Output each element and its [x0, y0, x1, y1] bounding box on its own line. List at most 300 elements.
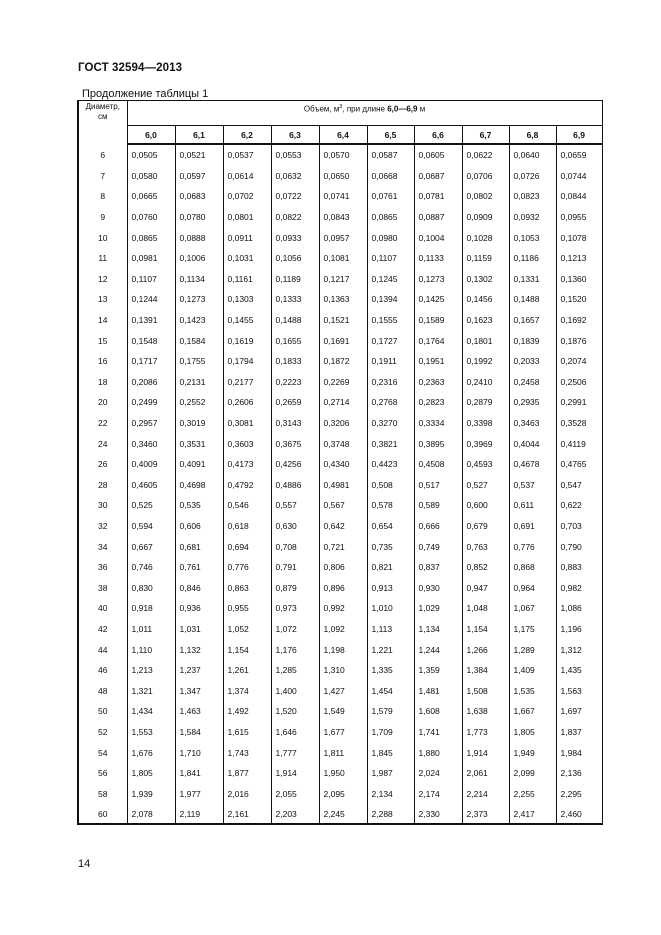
- table-row: [78, 166, 602, 187]
- volume-cell: 2,024: [414, 763, 462, 784]
- volume-cell: 1,010: [367, 598, 414, 619]
- volume-cell: 0,1584: [175, 330, 223, 351]
- volume-cell: 0,0683: [175, 186, 223, 207]
- table-body: [78, 144, 602, 824]
- volume-cell: 0,1186: [509, 248, 556, 269]
- volume-cell: 0,1520: [556, 289, 602, 310]
- volume-cell: 0,1548: [127, 330, 175, 351]
- table-row: [78, 619, 602, 640]
- volume-cell: 2,288: [367, 804, 414, 824]
- volume-cell: 0,667: [127, 536, 175, 557]
- volume-cell: 0,763: [462, 536, 509, 557]
- diameter-cell: 18: [78, 372, 127, 393]
- volume-cell: 0,3081: [223, 413, 271, 434]
- volume-cell: 0,1456: [462, 289, 509, 310]
- table-row: [78, 248, 602, 269]
- volume-cell: 1,067: [509, 598, 556, 619]
- volume-cell: 0,973: [271, 598, 319, 619]
- volume-cell: 1,877: [223, 763, 271, 784]
- volume-cell: 0,964: [509, 577, 556, 598]
- volume-cell: 1,987: [367, 763, 414, 784]
- diameter-cell: 9: [78, 207, 127, 228]
- volume-cell: 0,4678: [509, 454, 556, 475]
- volume-cell: 0,1331: [509, 269, 556, 290]
- volume-cell: 1,154: [223, 639, 271, 660]
- volume-cell: 0,681: [175, 536, 223, 557]
- volume-cell: 1,196: [556, 619, 602, 640]
- diameter-cell: 8: [78, 186, 127, 207]
- volume-cell: 0,1360: [556, 269, 602, 290]
- volume-cell: 0,2957: [127, 413, 175, 434]
- volume-cell: 0,0823: [509, 186, 556, 207]
- volume-cell: 0,918: [127, 598, 175, 619]
- volume-cell: 1,335: [367, 660, 414, 681]
- volume-cell: 1,092: [319, 619, 367, 640]
- diameter-cell: 50: [78, 701, 127, 722]
- volume-cell: 0,930: [414, 577, 462, 598]
- volume-cell: 0,896: [319, 577, 367, 598]
- volume-cell: 1,914: [271, 763, 319, 784]
- volume-cell: 0,0614: [223, 166, 271, 187]
- volume-cell: 1,310: [319, 660, 367, 681]
- volume-cell: 1,198: [319, 639, 367, 660]
- volume-cell: 1,584: [175, 722, 223, 743]
- volume-cell: 0,776: [223, 557, 271, 578]
- volume-cell: 0,4423: [367, 454, 414, 475]
- volume-cell: 0,1488: [271, 310, 319, 331]
- volume-cell: 0,3603: [223, 433, 271, 454]
- table-row: [78, 207, 602, 228]
- table-row: [78, 475, 602, 496]
- volume-cell: 1,845: [367, 742, 414, 763]
- volume-cell: 0,761: [175, 557, 223, 578]
- volume-cell: 0,1134: [175, 269, 223, 290]
- volume-cell: 1,615: [223, 722, 271, 743]
- volume-cell: 0,2823: [414, 392, 462, 413]
- volume-cell: 0,3460: [127, 433, 175, 454]
- volume-cell: 0,1107: [127, 269, 175, 290]
- volume-cell: 2,095: [319, 783, 367, 804]
- volume-cell: 0,1394: [367, 289, 414, 310]
- volume-cell: 0,4508: [414, 454, 462, 475]
- volume-cell: 0,578: [367, 495, 414, 516]
- volume-cell: 0,806: [319, 557, 367, 578]
- table-row: [78, 495, 602, 516]
- volume-cell: 1,481: [414, 680, 462, 701]
- volume-cell: 1,984: [556, 742, 602, 763]
- volume-cell: 1,608: [414, 701, 462, 722]
- volume-cell: 0,721: [319, 536, 367, 557]
- volume-cell: 0,1655: [271, 330, 319, 351]
- volume-cell: 0,666: [414, 516, 462, 537]
- volume-cell: 0,1004: [414, 227, 462, 248]
- volume-cell: 1,777: [271, 742, 319, 763]
- volume-cell: 0,600: [462, 495, 509, 516]
- volume-cell: 0,4044: [509, 433, 556, 454]
- volume-cell: 0,1053: [509, 227, 556, 248]
- volume-cell: 0,0553: [271, 144, 319, 166]
- diameter-cell: 22: [78, 413, 127, 434]
- diameter-cell: 15: [78, 330, 127, 351]
- volume-cell: 2,245: [319, 804, 367, 824]
- volume-cell: 0,1455: [223, 310, 271, 331]
- length-header-cell: 6,7: [462, 126, 509, 145]
- volume-cell: 0,0760: [127, 207, 175, 228]
- volume-cell: 1,563: [556, 680, 602, 701]
- diameter-cell: 48: [78, 680, 127, 701]
- volume-cell: 0,1521: [319, 310, 367, 331]
- volume-cell: 0,606: [175, 516, 223, 537]
- volume-cell: 0,0597: [175, 166, 223, 187]
- volume-cell: 0,0844: [556, 186, 602, 207]
- volume-cell: 1,646: [271, 722, 319, 743]
- volume-cell: 0,883: [556, 557, 602, 578]
- volume-cell: 0,2506: [556, 372, 602, 393]
- diameter-header-line2: см: [98, 111, 108, 121]
- volume-cell: 0,2033: [509, 351, 556, 372]
- volume-cell: 1,312: [556, 639, 602, 660]
- volume-cell: 1,285: [271, 660, 319, 681]
- diameter-cell: 14: [78, 310, 127, 331]
- volume-cell: 0,2935: [509, 392, 556, 413]
- volume-cell: 0,0665: [127, 186, 175, 207]
- volume-table: [77, 100, 603, 825]
- volume-cell: 1,434: [127, 701, 175, 722]
- volume-cell: 0,1764: [414, 330, 462, 351]
- table-caption: Продолжение таблицы 1: [82, 88, 209, 100]
- diameter-cell: 58: [78, 783, 127, 804]
- volume-cell: 0,4119: [556, 433, 602, 454]
- volume-cell: 0,3334: [414, 413, 462, 434]
- volume-cell: 0,630: [271, 516, 319, 537]
- table-row: [78, 536, 602, 557]
- volume-cell: 0,1488: [509, 289, 556, 310]
- volume-cell: 0,791: [271, 557, 319, 578]
- volume-cell: 0,0622: [462, 144, 509, 166]
- volume-cell: 1,741: [414, 722, 462, 743]
- table-row: [78, 454, 602, 475]
- volume-cell: 0,2177: [223, 372, 271, 393]
- diameter-cell: 13: [78, 289, 127, 310]
- volume-cell: 0,0605: [414, 144, 462, 166]
- volume-cell: 1,977: [175, 783, 223, 804]
- diameter-cell: 60: [78, 804, 127, 824]
- volume-cell: 0,1872: [319, 351, 367, 372]
- volume-cell: 0,947: [462, 577, 509, 598]
- volume-cell: 0,1363: [319, 289, 367, 310]
- table-row: [78, 742, 602, 763]
- volume-cell: 0,1133: [414, 248, 462, 269]
- document-header: ГОСТ 32594—2013: [78, 62, 183, 74]
- volume-cell: 0,1692: [556, 310, 602, 331]
- volume-cell: 1,805: [127, 763, 175, 784]
- diameter-cell: 12: [78, 269, 127, 290]
- volume-cell: 0,1078: [556, 227, 602, 248]
- volume-cell: 1,535: [509, 680, 556, 701]
- volume-cell: 0,694: [223, 536, 271, 557]
- volume-cell: 0,0843: [319, 207, 367, 228]
- volume-cell: 0,2316: [367, 372, 414, 393]
- volume-cell: 2,373: [462, 804, 509, 824]
- volume-cell: 1,175: [509, 619, 556, 640]
- table-row: [78, 227, 602, 248]
- volume-cell: 0,4792: [223, 475, 271, 496]
- volume-cell: 0,2074: [556, 351, 602, 372]
- volume-cell: 1,667: [509, 701, 556, 722]
- volume-cell: 0,3969: [462, 433, 509, 454]
- volume-cell: 0,1555: [367, 310, 414, 331]
- volume-cell: 1,154: [462, 619, 509, 640]
- volume-cell: 0,830: [127, 577, 175, 598]
- volume-cell: 0,0911: [223, 227, 271, 248]
- volume-cell: 0,0933: [271, 227, 319, 248]
- volume-cell: 1,520: [271, 701, 319, 722]
- volume-cell: 0,846: [175, 577, 223, 598]
- length-header-cell: 6,9: [556, 126, 602, 145]
- volume-header-prefix: Объем, м: [303, 104, 340, 114]
- volume-unit-superscript: 3: [339, 104, 343, 110]
- diameter-cell: 46: [78, 660, 127, 681]
- volume-cell: 0,1619: [223, 330, 271, 351]
- table-row: [78, 330, 602, 351]
- volume-cell: 0,589: [414, 495, 462, 516]
- volume-cell: 1,048: [462, 598, 509, 619]
- volume-cell: 0,1303: [223, 289, 271, 310]
- table-row: [78, 372, 602, 393]
- volume-cell: 0,3143: [271, 413, 319, 434]
- volume-cell: 0,2086: [127, 372, 175, 393]
- volume-cell: 0,546: [223, 495, 271, 516]
- volume-cell: 1,743: [223, 742, 271, 763]
- table-row: [78, 701, 602, 722]
- volume-cell: 1,029: [414, 598, 462, 619]
- length-header-cell: 6,3: [271, 126, 319, 145]
- volume-cell: 0,1213: [556, 248, 602, 269]
- volume-cell: 0,1031: [223, 248, 271, 269]
- volume-cell: 0,0781: [414, 186, 462, 207]
- volume-cell: 0,879: [271, 577, 319, 598]
- volume-cell: 0,749: [414, 536, 462, 557]
- diameter-cell: 38: [78, 577, 127, 598]
- diameter-cell: 52: [78, 722, 127, 743]
- volume-cell: 1,939: [127, 783, 175, 804]
- volume-cell: 1,773: [462, 722, 509, 743]
- volume-cell: 0,1876: [556, 330, 602, 351]
- volume-cell: 2,134: [367, 783, 414, 804]
- volume-cell: 2,203: [271, 804, 319, 824]
- volume-cell: 0,3398: [462, 413, 509, 434]
- table-row: [78, 763, 602, 784]
- volume-cell: 1,492: [223, 701, 271, 722]
- volume-cell: 0,525: [127, 495, 175, 516]
- diameter-header-line1: Диаметр,: [85, 102, 120, 111]
- volume-cell: 1,553: [127, 722, 175, 743]
- volume-cell: 0,679: [462, 516, 509, 537]
- volume-cell: 1,400: [271, 680, 319, 701]
- length-header-cell: 6,5: [367, 126, 414, 145]
- volume-cell: 0,0706: [462, 166, 509, 187]
- table-row: [78, 598, 602, 619]
- diameter-cell: 24: [78, 433, 127, 454]
- volume-cell: 0,2552: [175, 392, 223, 413]
- volume-cell: 0,0650: [319, 166, 367, 187]
- volume-cell: 2,295: [556, 783, 602, 804]
- volume-cell: 0,1189: [271, 269, 319, 290]
- length-header-row: [78, 126, 602, 145]
- volume-cell: 0,955: [223, 598, 271, 619]
- volume-cell: 2,161: [223, 804, 271, 824]
- volume-cell: 0,821: [367, 557, 414, 578]
- volume-cell: 0,837: [414, 557, 462, 578]
- volume-cell: 0,0587: [367, 144, 414, 166]
- volume-cell: 1,052: [223, 619, 271, 640]
- volume-cell: 0,0957: [319, 227, 367, 248]
- volume-cell: 0,0640: [509, 144, 556, 166]
- volume-cell: 0,790: [556, 536, 602, 557]
- volume-cell: 0,618: [223, 516, 271, 537]
- volume-cell: 1,384: [462, 660, 509, 681]
- volume-cell: 0,4091: [175, 454, 223, 475]
- volume-cell: 1,289: [509, 639, 556, 660]
- volume-cell: 2,016: [223, 783, 271, 804]
- volume-cell: 0,2363: [414, 372, 462, 393]
- table-row: [78, 186, 602, 207]
- diameter-cell: 26: [78, 454, 127, 475]
- volume-cell: 0,1159: [462, 248, 509, 269]
- volume-cell: 2,136: [556, 763, 602, 784]
- table-row: [78, 660, 602, 681]
- table-row: [78, 680, 602, 701]
- volume-cell: 1,805: [509, 722, 556, 743]
- volume-cell: 0,868: [509, 557, 556, 578]
- volume-cell: 2,099: [509, 763, 556, 784]
- volume-header: [127, 101, 602, 126]
- diameter-header: [78, 101, 127, 145]
- diameter-cell: 6: [78, 144, 127, 166]
- volume-cell: 1,110: [127, 639, 175, 660]
- diameter-cell: 40: [78, 598, 127, 619]
- volume-cell: 0,3748: [319, 433, 367, 454]
- volume-cell: 2,214: [462, 783, 509, 804]
- volume-cell: 1,221: [367, 639, 414, 660]
- volume-cell: 0,3019: [175, 413, 223, 434]
- volume-cell: 0,982: [556, 577, 602, 598]
- volume-cell: 0,527: [462, 475, 509, 496]
- volume-cell: 0,1794: [223, 351, 271, 372]
- volume-cell: 1,697: [556, 701, 602, 722]
- volume-cell: 0,0822: [271, 207, 319, 228]
- volume-cell: 1,347: [175, 680, 223, 701]
- volume-cell: 0,622: [556, 495, 602, 516]
- volume-cell: 0,913: [367, 577, 414, 598]
- volume-cell: 1,914: [462, 742, 509, 763]
- volume-cell: 1,266: [462, 639, 509, 660]
- volume-cell: 0,654: [367, 516, 414, 537]
- volume-cell: 1,841: [175, 763, 223, 784]
- volume-cell: 0,1245: [367, 269, 414, 290]
- volume-cell: 0,3463: [509, 413, 556, 434]
- volume-cell: 0,1161: [223, 269, 271, 290]
- volume-cell: 1,454: [367, 680, 414, 701]
- volume-cell: 0,0909: [462, 207, 509, 228]
- volume-cell: 0,1755: [175, 351, 223, 372]
- table-row: [78, 289, 602, 310]
- volume-cell: 0,691: [509, 516, 556, 537]
- volume-cell: 0,0955: [556, 207, 602, 228]
- length-header-cell: 6,2: [223, 126, 271, 145]
- volume-cell: 0,0887: [414, 207, 462, 228]
- diameter-cell: 10: [78, 227, 127, 248]
- volume-cell: 0,0888: [175, 227, 223, 248]
- volume-cell: 0,1589: [414, 310, 462, 331]
- volume-cell: 2,174: [414, 783, 462, 804]
- volume-cell: 0,1717: [127, 351, 175, 372]
- volume-cell: 0,4765: [556, 454, 602, 475]
- volume-cell: 0,4886: [271, 475, 319, 496]
- diameter-cell: 30: [78, 495, 127, 516]
- volume-cell: 0,0580: [127, 166, 175, 187]
- volume-cell: 1,676: [127, 742, 175, 763]
- volume-cell: 0,0702: [223, 186, 271, 207]
- volume-cell: 0,1623: [462, 310, 509, 331]
- volume-cell: 0,1273: [414, 269, 462, 290]
- volume-header-range: 6,0—6,9: [387, 104, 418, 114]
- volume-cell: 0,852: [462, 557, 509, 578]
- volume-cell: 1,132: [175, 639, 223, 660]
- volume-cell: 0,508: [367, 475, 414, 496]
- volume-cell: 0,0659: [556, 144, 602, 166]
- volume-cell: 0,2606: [223, 392, 271, 413]
- volume-cell: 1,710: [175, 742, 223, 763]
- length-header-cell: 6,4: [319, 126, 367, 145]
- volume-cell: 0,0980: [367, 227, 414, 248]
- volume-cell: 1,950: [319, 763, 367, 784]
- volume-cell: 0,1425: [414, 289, 462, 310]
- volume-cell: 0,0570: [319, 144, 367, 166]
- volume-cell: 1,113: [367, 619, 414, 640]
- volume-cell: 0,863: [223, 577, 271, 598]
- volume-cell: 1,579: [367, 701, 414, 722]
- volume-cell: 0,0932: [509, 207, 556, 228]
- volume-cell: 0,537: [509, 475, 556, 496]
- volume-cell: 0,2714: [319, 392, 367, 413]
- volume-cell: 2,330: [414, 804, 462, 824]
- table-header-row: [78, 101, 602, 126]
- volume-cell: 0,992: [319, 598, 367, 619]
- volume-cell: 0,1801: [462, 330, 509, 351]
- volume-cell: 0,4009: [127, 454, 175, 475]
- volume-cell: 0,0521: [175, 144, 223, 166]
- volume-cell: 0,2410: [462, 372, 509, 393]
- volume-cell: 0,0632: [271, 166, 319, 187]
- diameter-cell: 32: [78, 516, 127, 537]
- volume-cell: 1,837: [556, 722, 602, 743]
- volume-cell: 0,0802: [462, 186, 509, 207]
- volume-cell: 0,4173: [223, 454, 271, 475]
- volume-cell: 0,776: [509, 536, 556, 557]
- volume-cell: 0,4593: [462, 454, 509, 475]
- volume-cell: 0,3675: [271, 433, 319, 454]
- volume-cell: 1,709: [367, 722, 414, 743]
- volume-cell: 0,3821: [367, 433, 414, 454]
- volume-cell: 0,936: [175, 598, 223, 619]
- table-row: [78, 639, 602, 660]
- volume-cell: 0,567: [319, 495, 367, 516]
- volume-cell: 1,321: [127, 680, 175, 701]
- volume-cell: 2,255: [509, 783, 556, 804]
- volume-cell: 0,1006: [175, 248, 223, 269]
- volume-cell: 0,2458: [509, 372, 556, 393]
